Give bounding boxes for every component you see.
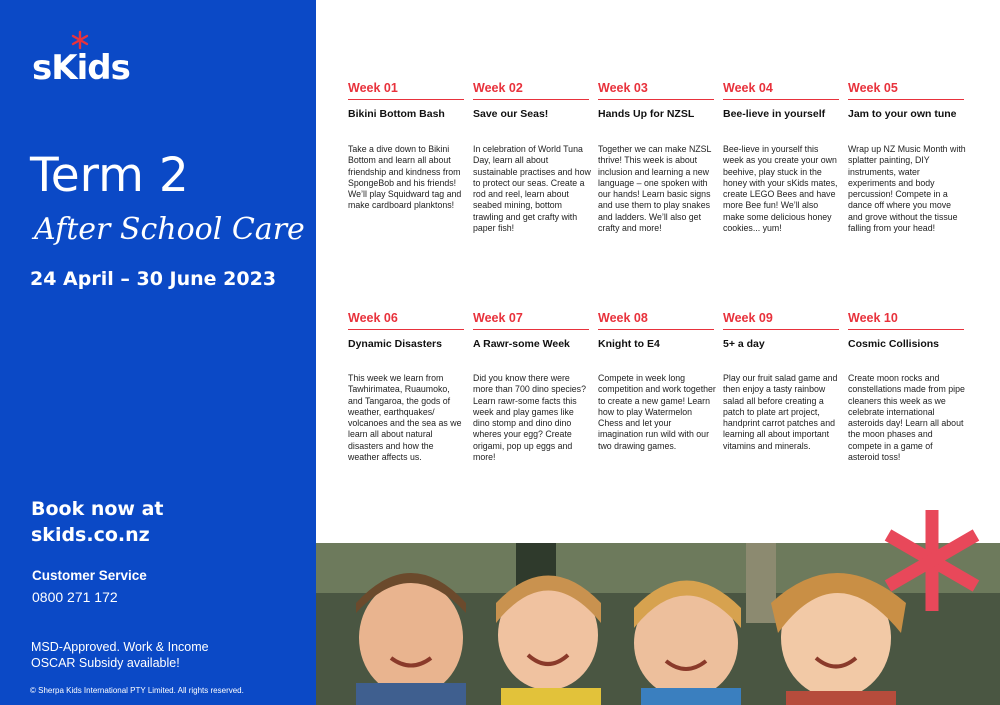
week-card (348, 311, 464, 463)
week-title: Cosmic Collisions (848, 338, 940, 350)
week-label: Week 03 (598, 81, 714, 100)
week-label: Week 06 (348, 311, 464, 330)
week-title: A Rawr-some Week (473, 338, 570, 350)
week-label: Week 07 (473, 311, 589, 330)
skids-logo (32, 30, 132, 90)
week-description: Create moon rocks and constellations made from pipe cleaners this week as we celebrate international asteroids day! Learn all about the moon phases and compete in a game of asteroid toss! (848, 373, 965, 463)
asterisk-icon (70, 30, 90, 50)
logo-text: sKids (32, 48, 130, 88)
week-card (598, 81, 714, 234)
week-card (473, 311, 589, 463)
week-description: In celebration of World Tuna Day, learn all about sustainable practises and how to protect our seas. Create a rod and reel, learn about seabed mining, bottom trawling and get crafty with paper fish! (473, 144, 591, 234)
week-card (848, 311, 965, 463)
week-description: Bee-lieve in yourself this week as you create your own beehive, play stuck in the honey with your sKids mates, create LEGO Bees and have more Bee fun! We’ll also make some delicious honey cookies... yum! (723, 144, 838, 234)
week-card (848, 81, 966, 234)
week-card (723, 81, 839, 234)
week-label: Week 10 (848, 311, 964, 330)
week-label: Week 05 (848, 81, 964, 100)
week-description: Play our fruit salad game and then enjoy a tasty rainbow salad all before creating a patch to plate art project, handprint carrot patches and learning all about important vitamins and minerals. (723, 373, 838, 451)
term-title: Term 2 (30, 148, 189, 203)
week-description: Did you know there were more than 700 dino species? Learn rawr-some facts this week and play games like dino stomp and dino dino wheres your egg? Create origami, pop up eggs and more! (473, 373, 586, 463)
week-card (598, 311, 716, 451)
week-label: Week 01 (348, 81, 464, 100)
term-subtitle: After School Care (34, 212, 305, 247)
term-dates: 24 April – 30 June 2023 (30, 268, 277, 290)
sidebar-panel (0, 0, 316, 705)
copyright: © Sherpa Kids International PTY Limited. All rights reserved. (30, 686, 244, 695)
week-description: Compete in week long competition and work together to create a new game! Learn how to play Watermelon Chess and let your imagination run wild with our two drawing games. (598, 373, 716, 451)
week-title: Bikini Bottom Bash (348, 108, 445, 120)
week-card (473, 81, 591, 234)
week-card (348, 81, 464, 211)
week-label: Week 04 (723, 81, 839, 100)
msd-line-1: MSD-Approved. Work & Income (31, 640, 209, 654)
customer-service-label: Customer Service (32, 568, 147, 583)
week-label: Week 09 (723, 311, 839, 330)
week-label: Week 08 (598, 311, 714, 330)
week-label: Week 02 (473, 81, 589, 100)
book-now-text: Book now at (31, 498, 164, 520)
week-title: Dynamic Disasters (348, 338, 442, 350)
phone-number[interactable]: 0800 271 172 (32, 589, 118, 605)
week-title: Knight to E4 (598, 338, 660, 350)
week-description: This week we learn from Tawhirimatea, Ruaumoko, and Tangaroa, the gods of weather, earthquakes/ volcanoes and the sea as we learn all about natural disasters and how the weather affects us. (348, 373, 462, 463)
week-description: Together we can make NZSL thrive! This week is about inclusion and learning a new language – one spoken with our hands! Learn basic signs and use them to play snakes and ladders. We’ll also get crafty and more! (598, 144, 712, 234)
week-title: Jam to your own tune (848, 108, 957, 120)
week-description: Take a dive down to Bikini Bottom and learn all about friendship and kindness from SpongeBob and his friends! We’ll play Squidward tag and make cardboard planktons! (348, 144, 462, 211)
week-title: 5+ a day (723, 338, 765, 350)
week-title: Bee-lieve in yourself (723, 108, 826, 120)
asterisk-decoration-icon (880, 508, 985, 613)
week-description: Wrap up NZ Music Month with splatter painting, DIY instruments, water experiments and body percussion! Compete in a dance off where you move and grove without the tissue falling from your head! (848, 144, 966, 234)
week-title: Hands Up for NZSL (598, 108, 695, 120)
msd-line-2: OSCAR Subsidy available! (31, 656, 180, 670)
week-card (723, 311, 839, 451)
website-link[interactable]: skids.co.nz (31, 524, 150, 546)
week-title: Save our Seas! (473, 108, 549, 120)
